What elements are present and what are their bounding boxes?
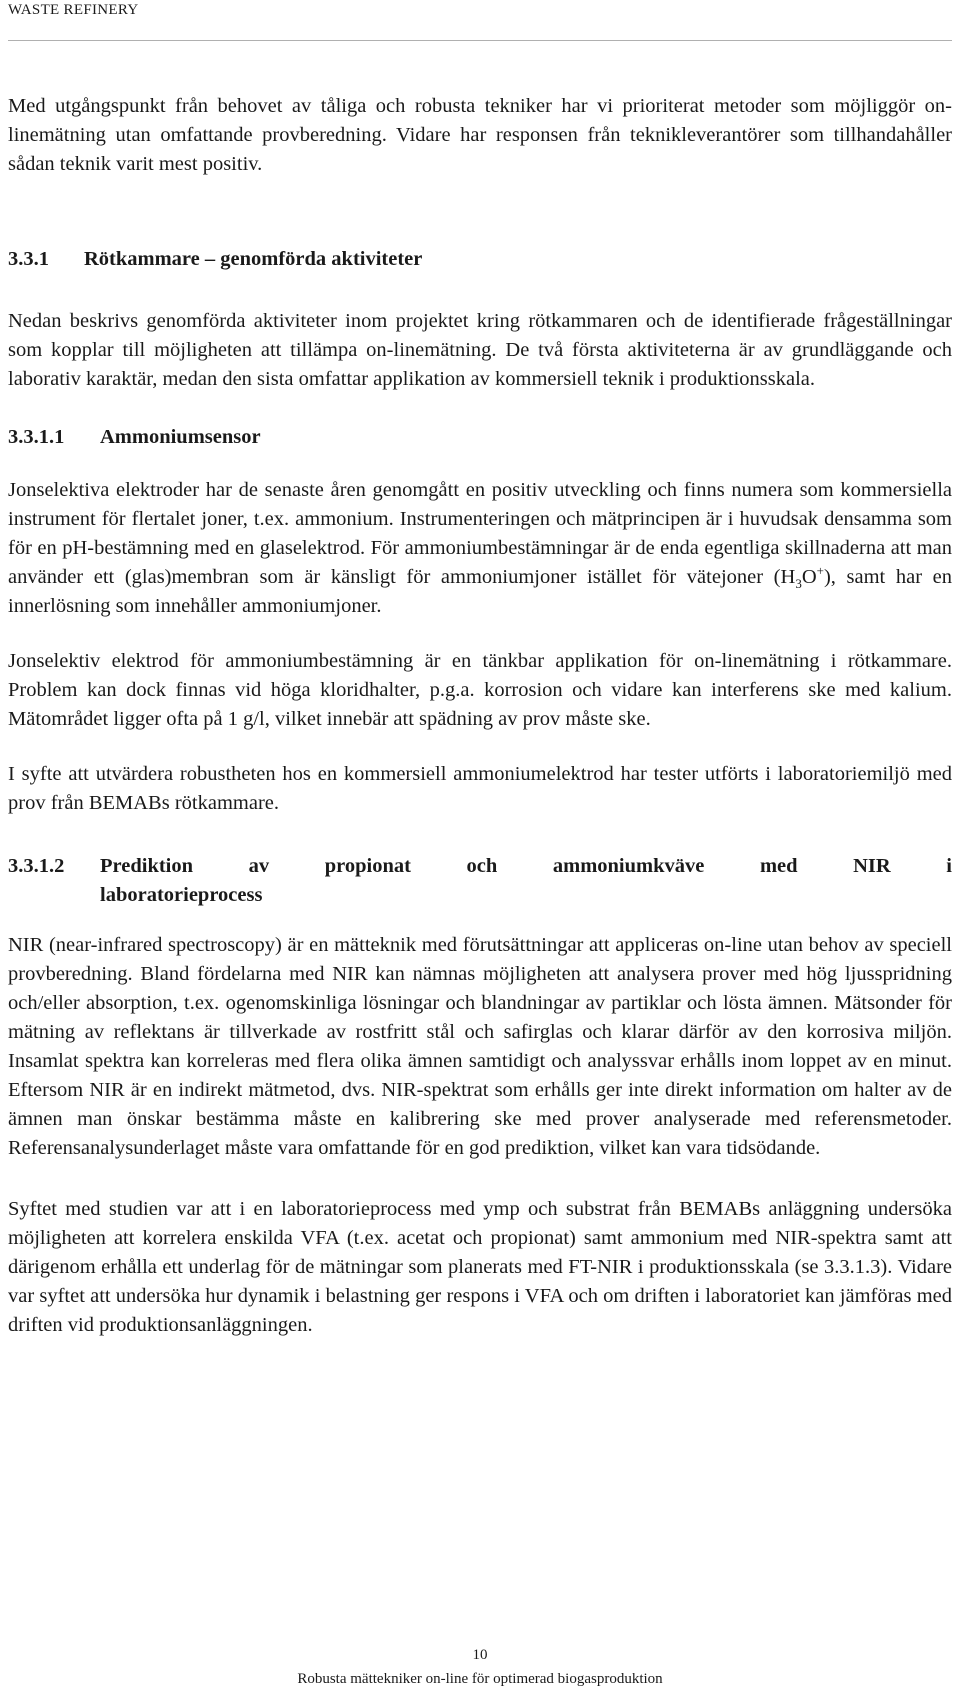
ammonium-paragraph-2: Jonselektiv elektrod för ammoniumbestämning är en tänkbar applikation för on-linemätning i rötkammare. Problem kan dock finnas vid höga kloridhalter, p.g.a. korrosion och vidare kan interferens ske med kalium. Mätområdet ligger ofta på 1 g/l, vilket innebär att spädning av prov måste ske. <box>8 650 952 730</box>
section-title: Rötkammare – genomförda aktiviteter <box>84 248 423 270</box>
intro-paragraph: Med utgångspunkt från behovet av tåliga och robusta tekniker har vi prioriterat metoder som möjliggör on-linemätning utan omfattande provberedning. Vidare har responsen från teknikleverantörer som tillhandahåller sådan teknik varit mest positiv. <box>8 95 952 175</box>
section-title: Ammoniumsensor <box>100 426 261 448</box>
section-number: 3.3.1 <box>8 248 49 270</box>
footer-title: Robusta mättekniker on-line för optimerad biogasproduktion <box>297 1671 663 1687</box>
section-title: Prediktion av propionat och ammoniumkväve med NIR i laboratorieprocess <box>100 855 952 906</box>
section-heading-3-3-1-2 <box>8 852 952 910</box>
section-heading-3-3-1 <box>8 245 952 274</box>
section-heading-3-3-1-1 <box>8 423 952 452</box>
page-header <box>8 0 952 41</box>
page-number: 10 <box>472 1647 488 1663</box>
section-number: 3.3.1.2 <box>8 855 65 877</box>
ammonium-paragraph-1: Jonselektiva elektroder har de senaste åren genomgått en positiv utveckling och finns numera som kommersiella instrument för flertalet joner, t.ex. ammonium. Instrumenteringen och mätprincipen är i huvudsak densamma som för en pH-bestämning med en glaselektrod. För ammoniumbestämningar är de enda egentliga skillnaderna att man använder ett (glas)membran som är känsligt för ammoniumjoner istället för vätejoner $(H_3O^+)$, samt har en innerlösning som innehåller ammoniumjoner. <box>8 479 952 617</box>
page-footer <box>0 1643 960 1691</box>
ammonium-paragraph-3: I syfte att utvärdera robustheten hos en kommersiell ammoniumelektrod har tester utförts i laboratoriemiljö med prov från BEMABs rötkammare. <box>8 763 952 814</box>
document-body <box>8 92 952 1340</box>
nir-paragraph-1: NIR (near-infrared spectroscopy) är en mätteknik med förutsättningar att appliceras on-line utan behov av speciell provberedning. Bland fördelarna med NIR kan nämnas möjligheten att analysera prover med hög ljusspridning och/eller absorption, t.ex. ogenomskinliga lösningar och blandningar av partiklar och lösta ämnen. Mätsonder för mätning av reflektans är tillverkade av rostfritt stål och safirglas och klarar därför av den korrosiva miljön. Insamlat spektra kan korreleras med flera olika ämnen samtidigt och analyssvar erhålls inom loppet av en minut. Eftersom NIR är en indirekt mätmetod, dvs. NIR-spektrat som erhålls ger inte direkt information om halter av de ämnen man önskar bestämma måste en kalibrering ske med prover analyserade med referensmetoder. Referensanalysunderlaget måste vara omfattande för en god prediktion, vilket kan vara tidsödande. <box>8 934 952 1159</box>
section-number: 3.3.1.1 <box>8 426 65 448</box>
nir-paragraph-2: Syftet med studien var att i en laboratorieprocess med ymp och substrat från BEMABs anläggning undersöka möjligheten att korrelera enskilda VFA (t.ex. acetat och propionat) samt ammonium med NIR-spektra samt att därigenom erhålla ett underlag för de mätningar som planerats med FT-NIR i produktionsskala (se 3.3.1.3). Vidare var syftet att undersöka hur dynamik i belastning ger respons i VFA och om driften i laboratoriet kan jämföras med driften vid produktionsanläggningen. <box>8 1198 952 1336</box>
header-title: WASTE REFINERY <box>8 2 139 18</box>
section-3-3-1-paragraph: Nedan beskrivs genomförda aktiviteter inom projektet kring rötkammaren och de identifierade frågeställningar som kopplar till möjligheten att tillämpa on-linemätning. De två första aktiviteterna är av grundläggande och laborativ karaktär, medan den sista omfattar applikation av kommersiell teknik i produktionsskala. <box>8 310 952 390</box>
